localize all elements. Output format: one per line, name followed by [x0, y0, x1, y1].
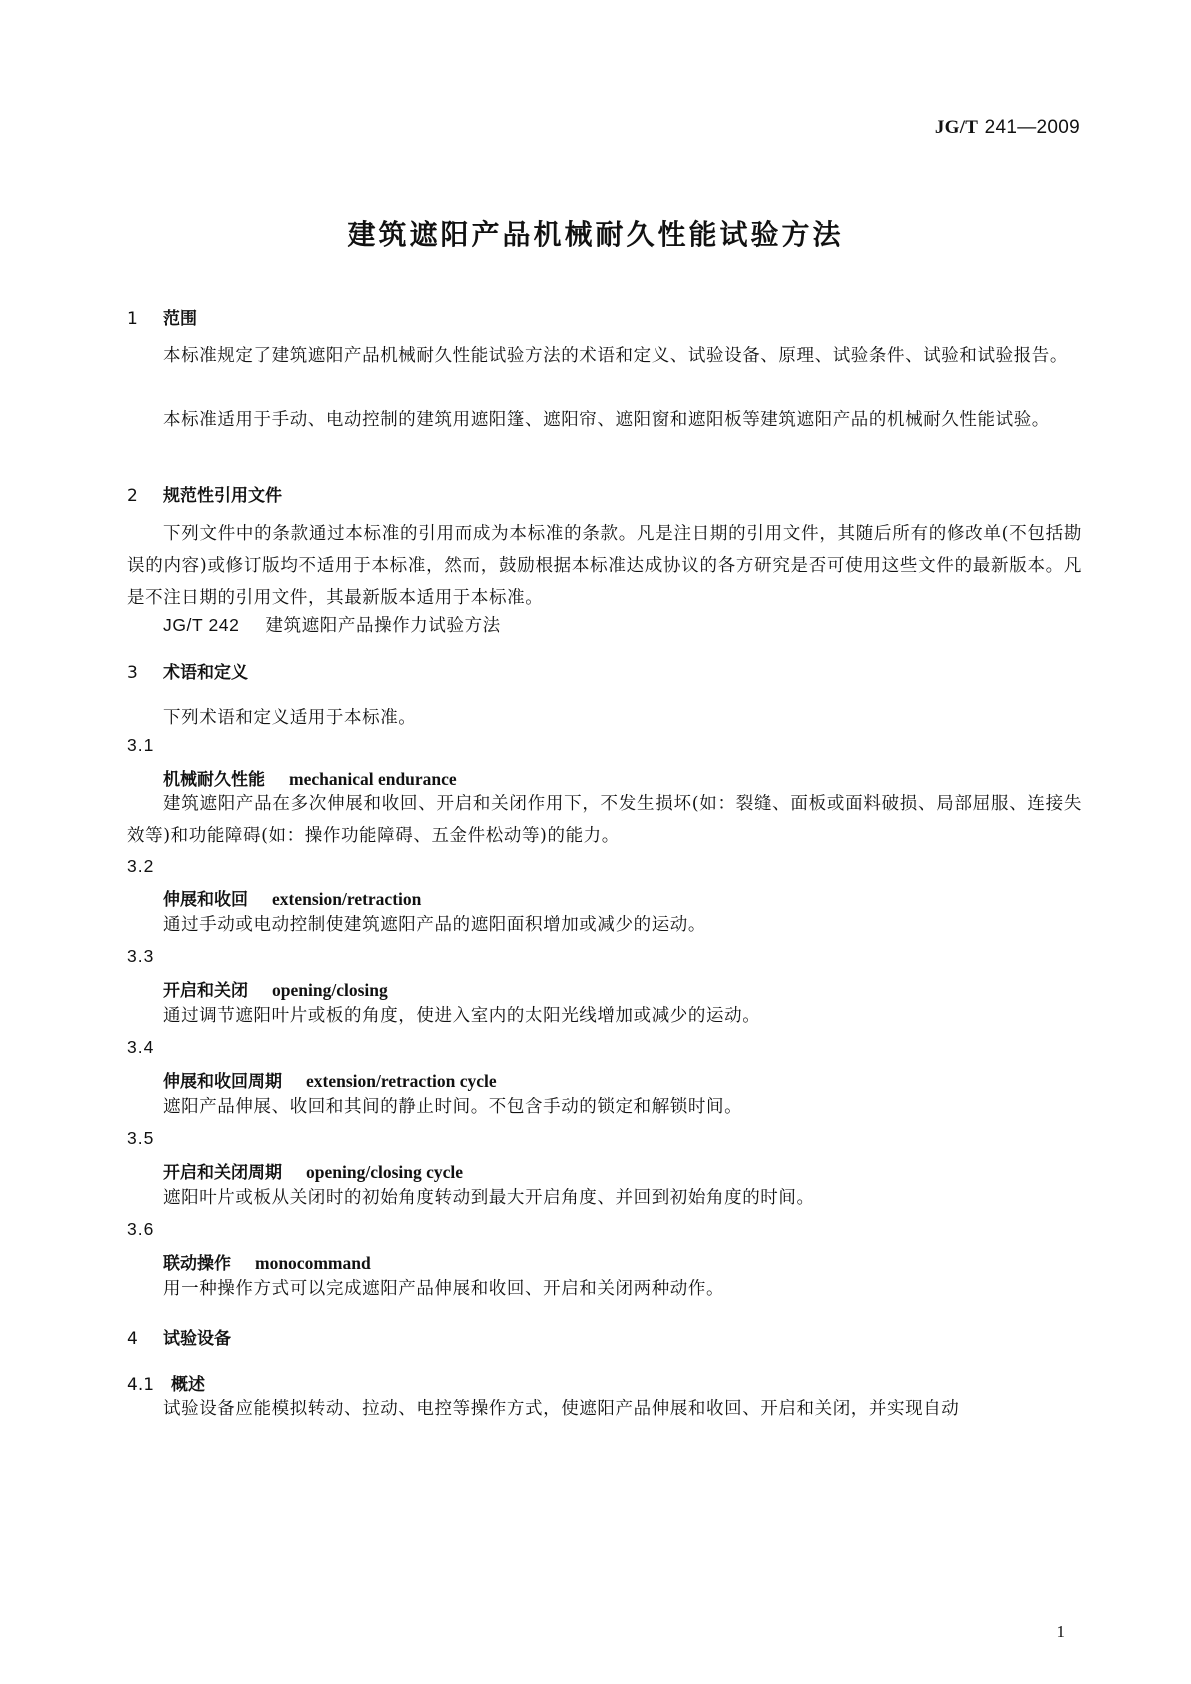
- clause-number-3-6: 3.6: [127, 1219, 155, 1239]
- subsection-4-1-paragraph: 试验设备应能模拟转动、拉动、电控等操作方式，使遮阳产品伸展和收回、开启和关闭，并实现自动: [163, 1399, 960, 1419]
- reference-title: 建筑遮阳产品操作力试验方法: [265, 616, 501, 636]
- term-3-3: 开启和关闭 opening/closing: [163, 980, 388, 1001]
- reference-code: JG/T 242: [163, 615, 240, 635]
- section-heading-4: 4 试验设备: [127, 1329, 231, 1349]
- section-1-paragraph-1: 本标准规定了建筑遮阳产品机械耐久性能试验方法的术语和定义、试验设备、原理、试验条件、试验和试验报告。: [163, 346, 1068, 366]
- definition-3-4: 遮阳产品伸展、收回和其间的静止时间。不包含手动的锁定和解锁时间。: [163, 1097, 743, 1117]
- definition-3-1: 建筑遮阳产品在多次伸展和收回、开启和关闭作用下，不发生损坏(如：裂缝、面板或面料破损、局部屈服、连接失效等)和功能障碍(如：操作功能障碍、五金件松动等)的能力。: [127, 794, 1082, 846]
- clause-number-3-2: 3.2: [127, 856, 155, 876]
- standard-number: 241—2009: [984, 117, 1080, 138]
- page-number: 1: [1056, 1622, 1065, 1641]
- section-1-paragraph-2: 本标准适用于手动、电动控制的建筑用遮阳篷、遮阳帘、遮阳窗和遮阳板等建筑遮阳产品的机械耐久性能试验。: [163, 410, 1050, 430]
- term-3-4: 伸展和收回周期 extension/retraction cycle: [163, 1071, 497, 1092]
- definition-3-3: 通过调节遮阳叶片或板的角度，使进入室内的太阳光线增加或减少的运动。: [163, 1006, 761, 1026]
- section-heading-3: 3 术语和定义: [127, 663, 248, 683]
- term-3-5: 开启和关闭周期 opening/closing cycle: [163, 1162, 464, 1183]
- standard-code: [935, 116, 1080, 139]
- term-3-2: 伸展和收回 extension/retraction: [163, 889, 422, 910]
- definition-3-5: 遮阳叶片或板从关闭时的初始角度转动到最大开启角度、并回到初始角度的时间。: [163, 1188, 815, 1208]
- definition-3-2: 通过手动或电动控制使建筑遮阳产品的遮阳面积增加或减少的运动。: [163, 915, 706, 935]
- clause-number-3-5: 3.5: [127, 1128, 155, 1148]
- subsection-heading-4-1: 4.1 概述: [127, 1375, 205, 1395]
- term-3-1: 机械耐久性能 mechanical endurance: [163, 769, 457, 790]
- clause-number-3-4: 3.4: [127, 1037, 155, 1057]
- section-heading-2: 2 规范性引用文件: [127, 486, 282, 506]
- term-3-6: 联动操作 monocommand: [163, 1253, 371, 1274]
- definition-3-6: 用一种操作方式可以完成遮阳产品伸展和收回、开启和关闭两种动作。: [163, 1279, 725, 1299]
- clause-number-3-1: 3.1: [127, 735, 155, 755]
- section-heading-1: 1 范围: [127, 309, 197, 329]
- normative-reference: [163, 612, 501, 637]
- standard-prefix: JG/T: [934, 117, 979, 138]
- document-title: 建筑遮阳产品机械耐久性能试验方法: [347, 218, 844, 251]
- clause-number-3-3: 3.3: [127, 946, 155, 966]
- section-2-paragraph-1: 下列文件中的条款通过本标准的引用而成为本标准的条款。凡是注日期的引用文件，其随后所有的修改单(不包括勘误的内容)或修订版均不适用于本标准，然而，鼓励根据本标准达成协议的各方研究是否可使用这些文件的最新版本。凡是不注日期的引用文件，其最新版本适用于本标准。: [127, 524, 1082, 608]
- section-3-intro: 下列术语和定义适用于本标准。: [163, 708, 417, 728]
